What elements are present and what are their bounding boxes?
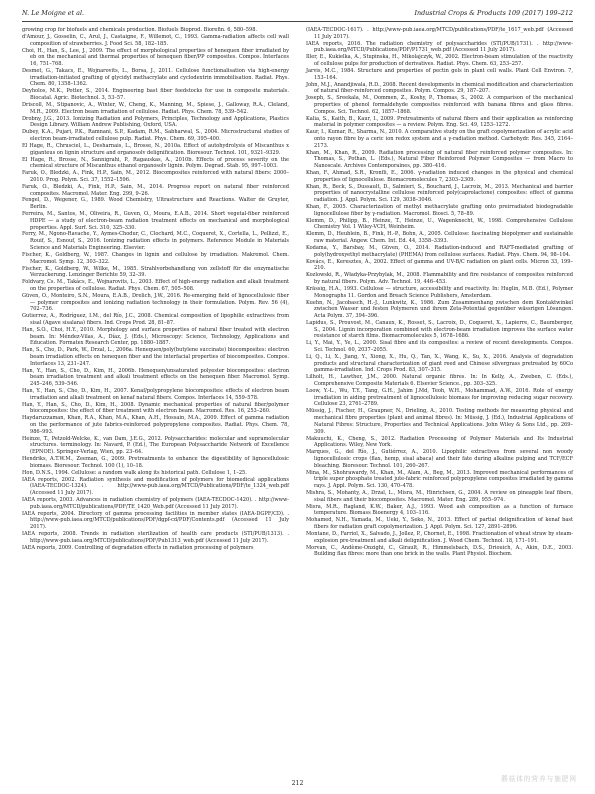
reference-entry: Dubey, K.A., Pujari, P.K., Ramnani, S.P., Kadam, R.M., Sabharwal, S., 2004. Microstructural studies of electron beam-irradiated cellulose pulp. Radiat. Phys. Chem. 69, 395–400. <box>22 129 289 142</box>
reference-entry: Faruk, O., Bledzki, A., Fink, H.P., Sain, M., 2012. Biocomposites reinforced with natural fibers: 2000–2010. Prog. Polym. Sci. 37, 1552–1596. <box>22 170 289 183</box>
reference-entry: IAEA reports, 2004. Directory of gamma processing facilities in member states (IAEA-DGPF/CD). . http://www-pub.iaea.org/MTCD/publications/PDF/dgpf-cd/PDF/Contents.pdf (Accessed 11 July 2017). <box>22 510 289 531</box>
reference-entry: growing crop for biofuels and chemicals production. Biofuels Bioprod. Biorefin. 6, 580–598. <box>22 27 258 33</box>
reference-entry: Makuuchi, K., Cheng, S., 2012. Radiation Processing of Polymer Materials and Its Industrial Applications. Wiley, New York. <box>306 435 573 449</box>
reference-entry: IAEA reports, 2008. Trends in radiation sterilization of health care products (STI/PUB/1313). . http://www-pub.iaea.org/MTCD/publications/PDF/Pub1313_web.pdf (Accessed 11 July 2017). <box>22 531 289 544</box>
reference-entry: Kaur, I., Kumar, R., Sharma, N., 2010. A comparative study on the graft copolymerization of acrylic acid onto rayon fibre by a ceric ion redox system and a γ-radiation method. Carbohydr. Res. 345, 2164–2173. <box>306 129 573 149</box>
reference-entry: IAEA reports, 2009. Controlling of degradation effects in radiation processing of polymers <box>22 544 254 551</box>
reference-entry: Mina, M., Shohrawardy, M., Khan, M., Alam, A., Beg, M., 2013. Improved mechanical performances of triple super phosphate treated jute-fabric reinforced polypropylene composites irradiated by gamma rays. J. Appl. Polym. Sci. 130, 470–478. <box>306 469 573 490</box>
reference-entry: Klemm, D., Philipp, B., Heinze, T., Heinze, U., Wagenknecht, W., 1998. Comprehensive Cellulose Chemistry Vol. 1 Wiley-VCH, Weinheim. <box>306 217 573 231</box>
reference-entry: Drobny, J.G., 2013. Ionizing Radiation and Polymers, Principles, Technology and Applications, Plastics Design Library. William Andrew Publishing, Oxford, USA. <box>22 115 289 129</box>
reference-entry: Morvan, C., Andème-Onzighi, C., Girault, R., Himmelsbach, D.S., Driouich, A., Akin, D.E., 2003. Building flax fibres: more than one brick in the walls. Plant Physiol. Biochem. <box>306 544 573 558</box>
reference-entry: Khan, F., 2005. Characterization of methyl methacrylate grafting onto preirradiated biodegradable lignocellulose fiber by γ-radiation. Macromol. Biosci. 5, 78–89. <box>306 204 573 217</box>
reference-entry: Lapidus, S., Prouvost, M., Canaux, K., Rosset, S., Lacroix, D., Coqueret, X., Lapierre, C., Baumberger, S., 2004. Lignin incorporation combined with electron-beam irradiation improves the surface water resistance of starch films. Biomacromolecules 5, 1678–1686. <box>306 319 573 340</box>
reference-entry: Han, S.O., Choi, H.Y., 2010. Morphology and surface properties of natural fiber treated with electron beam. In: Méndez-Vilas, A., Díaz, J. (Eds.), Microscopy: Science, Technology, Applications and Education. Formatex Research Center, pp. 1880–1887. <box>22 326 289 347</box>
watermark: 蘑菇体的营养与施肥网 <box>501 775 577 783</box>
reference-entry: Loow, Y.-L., Wu, T.Y., Tang, G.H., Jahim J.Md, Teoh, W.H., Mohammad, A.W., 2016. Role of energy irradiation in aiding pretreatment of lignocellulosic biomass for improving reducing sugar recovery. Cellulose 23, 2761–2789. <box>306 387 573 408</box>
reference-entry: d'Amour, J., Gosselin, C., Arul, J., Castaigne, F., Willemot, C., 1993. Gamma-radiation affects cell wall composition of strawberries. J. Food Sci. 58, 182–185. <box>22 33 289 47</box>
reference-entry: Choi, H., Han, S., Lee, J., 2009. The effect of morphological properties of henequen fiber irradiated by eb on the mechanical and thermal properties of henequen fiber/PP composites. Compos. Interfaces 16, 751–768. <box>22 47 289 68</box>
reference-entry: Kozlowski, R., Władyka-Przybylak, M., 2008. Flammability and fire resistance of composites reinforced by natural fibers. Polym. Adv. Technol. 19, 446–453. <box>306 272 573 285</box>
reference-entry: Güven, O., Monteiro, S.N., Moura, E.A.B., Drelich, J.W., 2016. Re-emerging field of lignocellulosic fiber — polymer composites and ionizing radiation technology in their formulation. Polym. Rev. 56 (4), 702–736. <box>22 292 289 313</box>
reference-entry: Ferreira, M., Santos, M., Oliveira, R., Guven, O., Moura, E.A.B., 2014. Short vegetal-fiber reinforced HDPE — a study of electron-beam radiation treatment effects on mechanical and morphological properties. Appl. Surf. Sci. 310, 325–330. <box>22 211 289 231</box>
reference-entry: Kuehn, N., Jacobasch, H.-J., Lunkwitz, K., 1986. Zum Zusammenhang zwischen dem Kontaktwinkel zwischen Wasser und festen Polymeren und ihrem Zeta-Potential gegenüber wässrigen Lösungen. Acta Polym. 37, 394–396. <box>306 299 573 320</box>
reference-entry: El Hage, R., Chrusciel, L., Desharnais, L., Brosse, N., 2010a. Effect of autohydrolysis of Miscanthus x giganteus on lignin structure and organosolv delignification. Bioresour. Technol. 101, 9321–9329. <box>22 142 289 156</box>
reference-entry: Han, Y., Han, S., Cho, D., Kim, H., 2008. Dynamic mechanical properties of natural fiber/polymer biocomposites: the effect of fiber treatment with electron beam. Macromol. Res. 16, 253–260. <box>22 401 289 415</box>
reference-entry: Misra, M.R., Ragland, K.W., Baker, A.J., 1993. Wood ash composition as a function of furnace temperature. Biomass Bioenergy 4, 103–116. <box>306 503 573 517</box>
reference-entry: Kalia, S., Kaith, B., Kaur, I., 2009. Pretreatments of natural fibers and their application as reinforcing material in polymer composites — a review. Polym. Eng. Sci. 49, 1253–1272. <box>306 115 573 129</box>
reference-entry: Montane, D., Farriol, X., Salvado, J., Jollez, P., Chornet, E., 1998. Fractionation of wheat straw by steam-explosion pre-treatment and alkali delignification. J. Wood Chem. Technol. 18, 171–191. <box>306 530 573 544</box>
reference-entry: Heinze, T., Petzold-Welcke, K., van Dam, J.E.G., 2012. Polysaccharides: molecular and supramolecular structures. terminology. In: Navard, P. (Ed.), The European Polysaccharide Network of Excellence (EPNOE). Springer-Verlag, Wien, pp. 23–64. <box>22 435 289 456</box>
reference-entry: Han, S., Cho, D., Park, W., Drzal, L., 2006a. Henequen/poly(butylene succinate) biocomposites: electron beam irradiation effects on henequen fiber and the interfacial properties of biocomposites. Compos. Interfaces 13, 231–247. <box>22 347 289 367</box>
reference-entry: Khan, F., Ahmad, S.R., Kronfli, E., 2006. γ-radiation induced changes in the physical and chemical properties of lignocellulose. Biomacromolecules 7, 2303–2309. <box>306 170 573 183</box>
references-right-column <box>306 27 573 558</box>
reference-entry: IAEA reports, 2002. Radiation synthesis and modification of polymers for biomedical applications (IAEA-TECDOC-1324). . http://www-pub.iaea.org/MTCD/Publications/PDF/te_1324_web.pdf (Accessed 11 July 2017). <box>22 476 289 497</box>
reference-entry: Li, Y., Mai, Y., Ye, L., 2000. Sisal fibre and its composites: a review of recent developments. Compos. Sci. Technol. 60, 2037–2055. <box>306 340 573 354</box>
reference-entry: Fengel, D., Wegener, G., 1989. Wood Chemistry, Ultrastructure and Reactions. Walter de Gruyter, Berlin. <box>22 197 289 211</box>
reference-entry: Lilholt, H., Lawther, J.M., 2000. Natural organic fibres. In: In Kelly, A., Zweben, C. (Eds.), Comprehensive Composite Materials 6. Elsevier Science., pp. 303–325. <box>306 374 573 388</box>
reference-entry: Mishra, S., Mohanty, A., Drzal, L., Misra, M., Hinrichsen, G., 2004. A review on pineapple leaf fibers, sisal fibers and their biocomposites. Macromol. Mater. Eng. 289, 955–974. <box>306 489 573 503</box>
reference-entry: Fischer, K., Goldberg, W., Wilke, M., 1985. Strahlvorbehandlung von zellstoff für die enzymatische Verzuckerung. Lenzinger Berichte 59, 32–39. <box>22 265 289 279</box>
reference-entry: Marques, G., del Río, J., Gutiérrez, A., 2010. Lipophilic extractives from several non woody lignocellulosic crops (flax, hemp, sisal abaca) and their fate during alkaline pulping and TCF/ECF bleaching. Bioresour. Technol. 101, 260–267. <box>306 449 573 469</box>
reference-entry: Driscoll, M., Stipanovic, A., Winter, W., Cheng, K., Manning, M., Spiese, J., Galloway, R.A., Cleland, M.R., 2009. Electron beam irradiation of cellulose. Radiat. Phys. Chem. 78, 539–542. <box>22 101 289 115</box>
header-rule <box>22 21 573 22</box>
reference-entry: Kovács, E., Keresztes, Á., 2002. Effect of gamma and UV-B/C radiation on plant cells. Micron 33, 199–210. <box>306 258 573 272</box>
reference-entry: Gutierrez, A., Rodríguez, I.M., del Río, J.C., 2008. Chemical composition of lipophilic extractives from sisal (Agave sisalana) fibers. Ind. Crops Prod. 28, 81–87. <box>22 313 289 326</box>
reference-entry: Foldvary, Cs. M., Takács, E., Wojnarovits, L., 2003. Effect of high-energy radiation and alkali treatment on the properties of cellulose. Radiat. Phys. Chem. 67, 505–508. <box>22 279 289 292</box>
reference-entry: Han, Y., Han, S., Cho, D., Kim, H., 2007. Kenaf/polypropylene biocomposites: effects of electron beam irradiation and alkali treatment on kenaf natural fibers. Compos. Interfaces 14, 559–578. <box>22 387 289 401</box>
reference-entry: IAEA reports, 2003. Advances in radiation chemistry of polymers (IAEA-TECDOC-1420). . http://www-pub.iaea.org/MTCD/publications/PDF/TE_1420_Web.pdf (Accessed 11 July 2017). <box>22 496 289 510</box>
page-number: 212 <box>291 780 304 787</box>
reference-entry: Joseph, S., Sreekala, M., Oommen, Z., Koshy, P., Thomas, S., 2002. A comparison of the mechanical properties of phenol formaldehyde composites reinforced with banana fibres and glass fibres. Compos. Sci. Technol. 62, 1857–1868. <box>306 95 573 115</box>
reference-entry: Khan, R., Beck, S., Dussault, D., Salmieri, S., Bouchard, J., Lacroix, M., 2013. Mechanical and barrier properties of nanocrystalline cellulose reinforced poly(caprolactone) composites: effect of gamma radiation. J. Appl. Polym. Sci. 129, 3038–3046. <box>306 183 573 204</box>
reference-entry: Haydaruzzaman, Khan, R.A., Khan, M.A., Khan, A.H., Hossain, M.A., 2009. Effect of gamma radiation on the performance of jute fabrics-reinforced polypropylene composites. Radiat. Phys. Chem. 78, 986–993. <box>22 415 289 435</box>
reference-entry: Mohamed, N.H., Yamada, M., Ueki, Y., Seko, N., 2013. Effect of partial delignification of kenaf bast fibers for radiation graft copolymerization. J. Appl. Polym. Sci. 127, 2891–2896. <box>306 517 573 530</box>
reference-entry: Khan, M., Khan, R., 2009. Radiation processing of natural fiber reinforced polymer composites. In: Thomas, S., Pothan, L. (Eds.), Natural Fiber Reinforced Polymer Composites — from Macro to Nanoscale. Archives Contemporaines, pp. 380–416. <box>306 149 573 170</box>
reference-entry: Jarvis, M.C., 1984. Structure and properties of pectin gels in plant cell walls. Plant Cell Environ. 7, 153–164. <box>306 67 573 81</box>
reference-entry: Müssig, J., Fischer, H., Graupner, N., Drieling, A., 2010. Testing methods for measuring physical and mechanical fibre properties (plant and animal fibres). In: Müssig, J. (Ed.), Industrial Applications of Natural Fibres: Structure, Properties and Technical Applications. John Wiley & Sons Ltd., pp. 269–309. <box>306 408 573 435</box>
reference-entry: IAEA reports, 2016. The radiation chemistry of polysaccharides (STI/PUB/1731). . http://www-pub.iaea.org/MTCD/Publications/PDF/P1731_web.pdf (Accessed 11 July 2017). <box>306 40 573 54</box>
reference-entry: (IAEA-TECDOC-1617). . http://www-pub.iaea.org/MTCD/publications/PDF/te_1617_web.pdf (Accessed 11 July 2017). <box>306 27 573 40</box>
reference-entry: Li, Q., Li, X., Jiang, Y., Xiong, X., Hu, Q., Tan, X., Wang, K., Su, X., 2016. Analysis of degradation products and structural characterization of giant reed and Chinese silvergrass pretreated by 60Co gamma-irradiation. Ind. Crops Prod. 83, 307–315. <box>306 353 573 374</box>
reference-entry: Faruk, O., Bledzki, A., Fink, H.P., Sain, M., 2014. Progress report on natural fiber reinforced composites. Macromol. Mater. Eng. 299, 9–26. <box>22 183 289 197</box>
reference-entry: Iller, E., Kukielka, A., Stupinska, H., Mikolajczyk, W., 2002. Electron-beam stimulation of the reactivity of cellulose pulps for production of derivatives. Radiat. Phys. Chem. 63, 253–257. <box>306 54 573 68</box>
reference-entry: Kodama, Y., Barsbay, M., Güven, O., 2014. Radiation-induced and RAFT-mediated grafting of poly(hydroxyethyl methacrylate) (PHEMA) from cellulose surfaces. Radiat. Phys. Chem. 94, 98–104. <box>306 244 573 258</box>
reference-entry: Klemm, D., Heublein, B., Fink, H.-P., Bohn, A., 2005. Cellulose: fascinating biopolymer and sustainable raw material. Angew. Chem. Int. Ed. 44, 3358–3393. <box>306 231 573 245</box>
header-authors: N. Le Moigne et al. <box>22 9 85 17</box>
reference-entry: Hendriks, A.T.W.M., Zeeman, G., 2009. Pretreatments to enhance the digestibility of lignocellulosic biomass. Bioresour. Technol. 100 (1), 10–18. <box>22 456 289 469</box>
references-left-column <box>22 27 289 552</box>
reference-entry: Han, Y., Han, S., Cho, D., Kim, H., 2006b. Henequen/unsaturated polyester biocomposites: electron beam irradiation treatment and alkali treatment effects on the henequen fiber. Macromol. Symp. 245–246, 539–546. <box>22 367 289 388</box>
reference-entry: Deyholos, M.K., Potter, S., 2014. Engineering bast fiber feedstocks for use in composite materials. Biocatal. Agric. Biotechnol. 3, 53–57. <box>22 88 289 102</box>
reference-entry: Desmet, G., Takacs, E., Wojnarovits, L., Borsa, J., 2011. Cellulose functionalisation via high-energy irradiation-initiated grafting of glycidyl methacrylate and cyclodextrin immobilisation. Radiat. Phys. Chem. 80, 1358–1362. <box>22 67 289 88</box>
reference-entry: El Hage, R., Brosse, N., Sannigrahi, P., Ragauskas, A., 2010b. Effects of process severity on the chemical structure of Miscanthus ethanol organosolv lignin. Polym. Degrad. Stab. 95, 997–1003. <box>22 156 289 170</box>
header-journal: Industrial Crops & Products 109 (2017) 199–212 <box>414 9 573 17</box>
reference-entry: Hon, D.N.S., 1994. Cellulose: a random walk along its historical path. Cellulose 1, 1–25. <box>22 469 247 476</box>
reference-entry: John, M.J., Anandjiwala, R.D., 2008. Recent developments in chemical modification and characterization of natural fiber-reinforced composites. Polym. Compos. 29, 187–207. <box>306 81 573 95</box>
reference-entry: Krässig, H.A., 1993. Cellulose — structure, accessibility and reactivity. In: Huglin, M.B. (Ed.), Polymer Monographs 11. Gordon and Breach Science Publishers, Amsterdam. <box>306 285 573 299</box>
reference-entry: Ferry, M., Ngono-Ravache, Y., Aymes-Chodur, C., Clochard, M.C., Coqueret, X., Cortella, L., Pellizzi, E., Rouif, S., Esnouf, S., 2016. Ionizing radiation effects in polymers. Reference Module in Materials Science and Materials Engineering. Elsevier. <box>22 231 289 251</box>
reference-entry: Fischer, K., Goldberg, W., 1987. Changes in lignin and cellulose by irradiation. Makromol. Chem. Macromol. Symp. 12, 303–322. <box>22 251 289 265</box>
